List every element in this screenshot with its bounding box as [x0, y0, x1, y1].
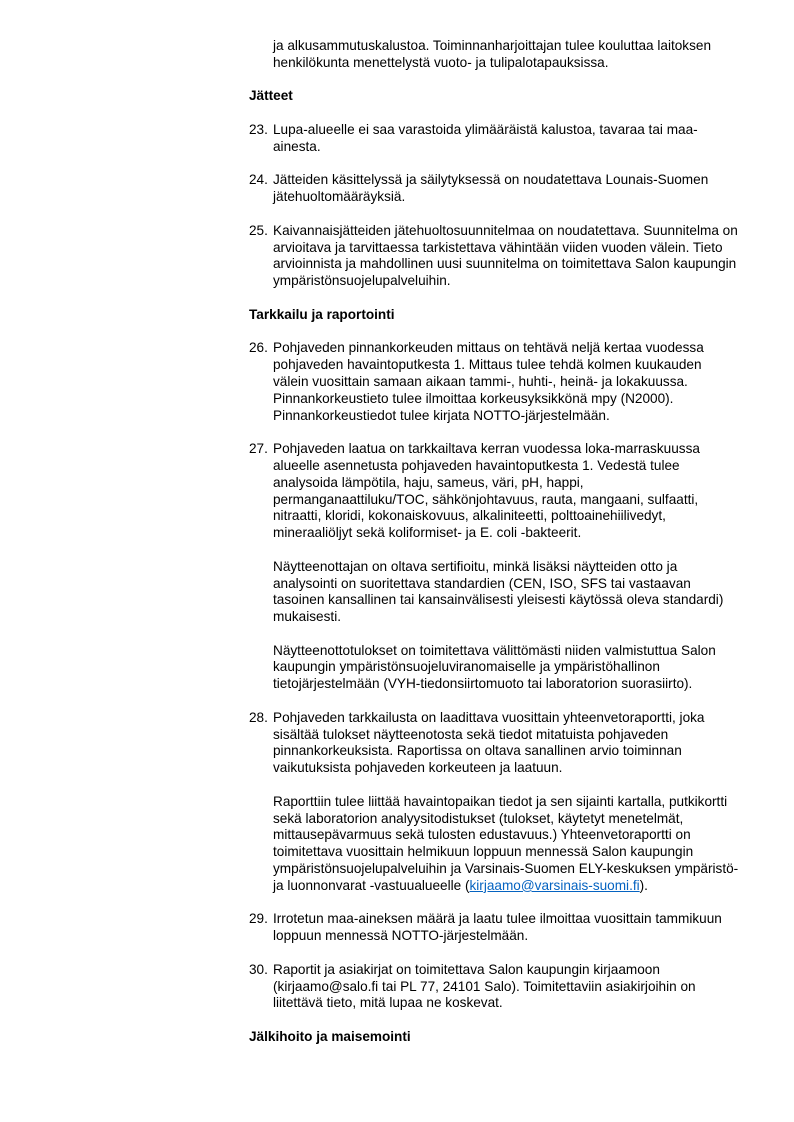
email-link[interactable]: kirjaamo@varsinais-suomi.fi — [469, 877, 640, 893]
list-item-29 — [249, 911, 739, 945]
item-text: Näytteenottajan on oltava sertifioitu, minkä lisäksi näytteiden otto ja analysointi on suoritettava standardien (CEN, ISO, SFS tai vastaavan tasoinen kansallinen tai kansainvälisesti yleisesti käytössä oleva standardi) mukaisesti. — [273, 558, 724, 625]
section-heading-tarkkailu: Tarkkailu ja raportointi — [249, 306, 395, 322]
item-text: Näytteenottotulokset on toimitettava välittömästi niiden valmistuttua Salon kaupungin ympäristönsuojeluviranomaiselle ja ympäristöhallinon tietojärjestelmään (VYH-tiedonsiirtomuoto tai laboratorion suorasiirto). — [273, 642, 716, 692]
item-number: 29. — [249, 911, 268, 927]
item-text: Pohjaveden tarkkailusta on laadittava vuosittain yhteenvetoraportti, joka sisältää tulokset näytteenotosta sekä tiedot mitatuista pohjaveden pinnankorkeuksista. Raportissa on oltava sanallinen arvio toiminnan vaikutuksista pohjaveden korkeuteen ja laatuun. — [273, 709, 705, 776]
list-item-26 — [249, 340, 739, 424]
item-text-part: Raporttiin tulee liittää havaintopaikan tiedot ja sen sijainti kartalla, putkikortti sekä laboratorion analyysitodistukset (tulokset, käytetyt menetelmät, mittausepävarmuus sekä tulosten edustavuus.) Yhteenvetoraportti on toimitettava vuosittain helmikuun loppuun mennessä Salon kaupungin ympäristönsuojelupalveluihin ja Varsinais-Suomen ELY-keskuksen ympäristö- ja luonnonvarat -vastuualueelle ( — [273, 793, 739, 893]
item-number: 24. — [249, 172, 268, 188]
section-heading-jatteet: Jätteet — [249, 88, 293, 104]
item-text: Irrotetun maa-aineksen määrä ja laatu tulee ilmoittaa vuosittain tammikuun loppuun mennessä NOTTO-järjestelmään. — [273, 911, 722, 944]
item-text-part: ). — [639, 877, 648, 893]
item-number: 26. — [249, 340, 268, 356]
item-text: Pohjaveden laatua on tarkkailtava kerran vuodessa loka-marraskuussa alueelle asennetusta pohjaveden havaintoputkesta 1. Vedestä tulee analysoida lämpötila, haju, sameus, väri, pH, happi, permanganaattiluku/TOC, sähkönjohtavuus, rauta, mangaani, sulfaatti, nitraatti, kloridi, kokonaiskovuus, alkaliniteetti, polttoainehiilivedyt, mineraaliöljyt sekä koliformiset- ja E. coli -bakteerit. — [273, 441, 700, 541]
item-number: 23. — [249, 121, 268, 137]
document-page — [249, 38, 739, 1046]
list-item-25 — [249, 223, 739, 290]
intro-paragraph: ja alkusammutuskalustoa. Toiminnanharjoittajan tulee kouluttaa laitoksen henkilökunta menettelystä vuoto- ja tulipalotapauksissa. — [273, 38, 712, 70]
item-number: 27. — [249, 441, 268, 457]
item-number: 28. — [249, 709, 268, 725]
item-number: 30. — [249, 961, 268, 977]
item-text: Lupa-alueelle ei saa varastoida ylimääräistä kalustoa, tavaraa tai maa-ainesta. — [273, 121, 698, 154]
list-item-30 — [249, 962, 739, 1012]
item-text: Kaivannaisjätteiden jätehuoltosuunnitelmaa on noudatettava. Suunnitelma on arvioitava ja tarvittaessa tarkistettava vähintään viiden vuoden välein. Tieto arvioinnista ja mahdollinen uusi suunnitelma on toimitettava Salon kaupungin ympäristönsuojelupalveluihin. — [273, 222, 738, 289]
item-text: Raportit ja asiakirjat on toimitettava Salon kaupungin kirjaamoon (kirjaamo@salo.fi tai PL 77, 24101 Salo). Toimitettaviin asiakirjoihin on liitettävä tieto, mitä lupaa ne koskevat. — [273, 961, 696, 1011]
list-item-24 — [249, 172, 739, 206]
item-text: Jätteiden käsittelyssä ja säilytyksessä on noudatettava Lounais-Suomen jätehuoltomääräyksiä. — [273, 172, 709, 205]
section-heading-jalkihoito: Jälkihoito ja maisemointi — [249, 1029, 411, 1045]
item-text: Pohjaveden pinnankorkeuden mittaus on tehtävä neljä kertaa vuodessa pohjaveden havaintoputkesta 1. Mittaus tulee tehdä kolmen kuukauden välein vuosittain samaan aikaan tammi-, huhti-, heinä- ja lokakuussa. Pinnankorkeustieto tulee ilmoittaa korkeusyksikkönä mpy (N2000). Pinnankorkeustiedot tulee kirjata NOTTO-järjestelmään. — [273, 340, 704, 423]
list-item-28 — [249, 710, 739, 895]
item-number: 25. — [249, 222, 268, 238]
item-text-with-link — [273, 794, 739, 895]
list-item-27 — [249, 441, 739, 693]
list-item-23 — [249, 122, 739, 156]
